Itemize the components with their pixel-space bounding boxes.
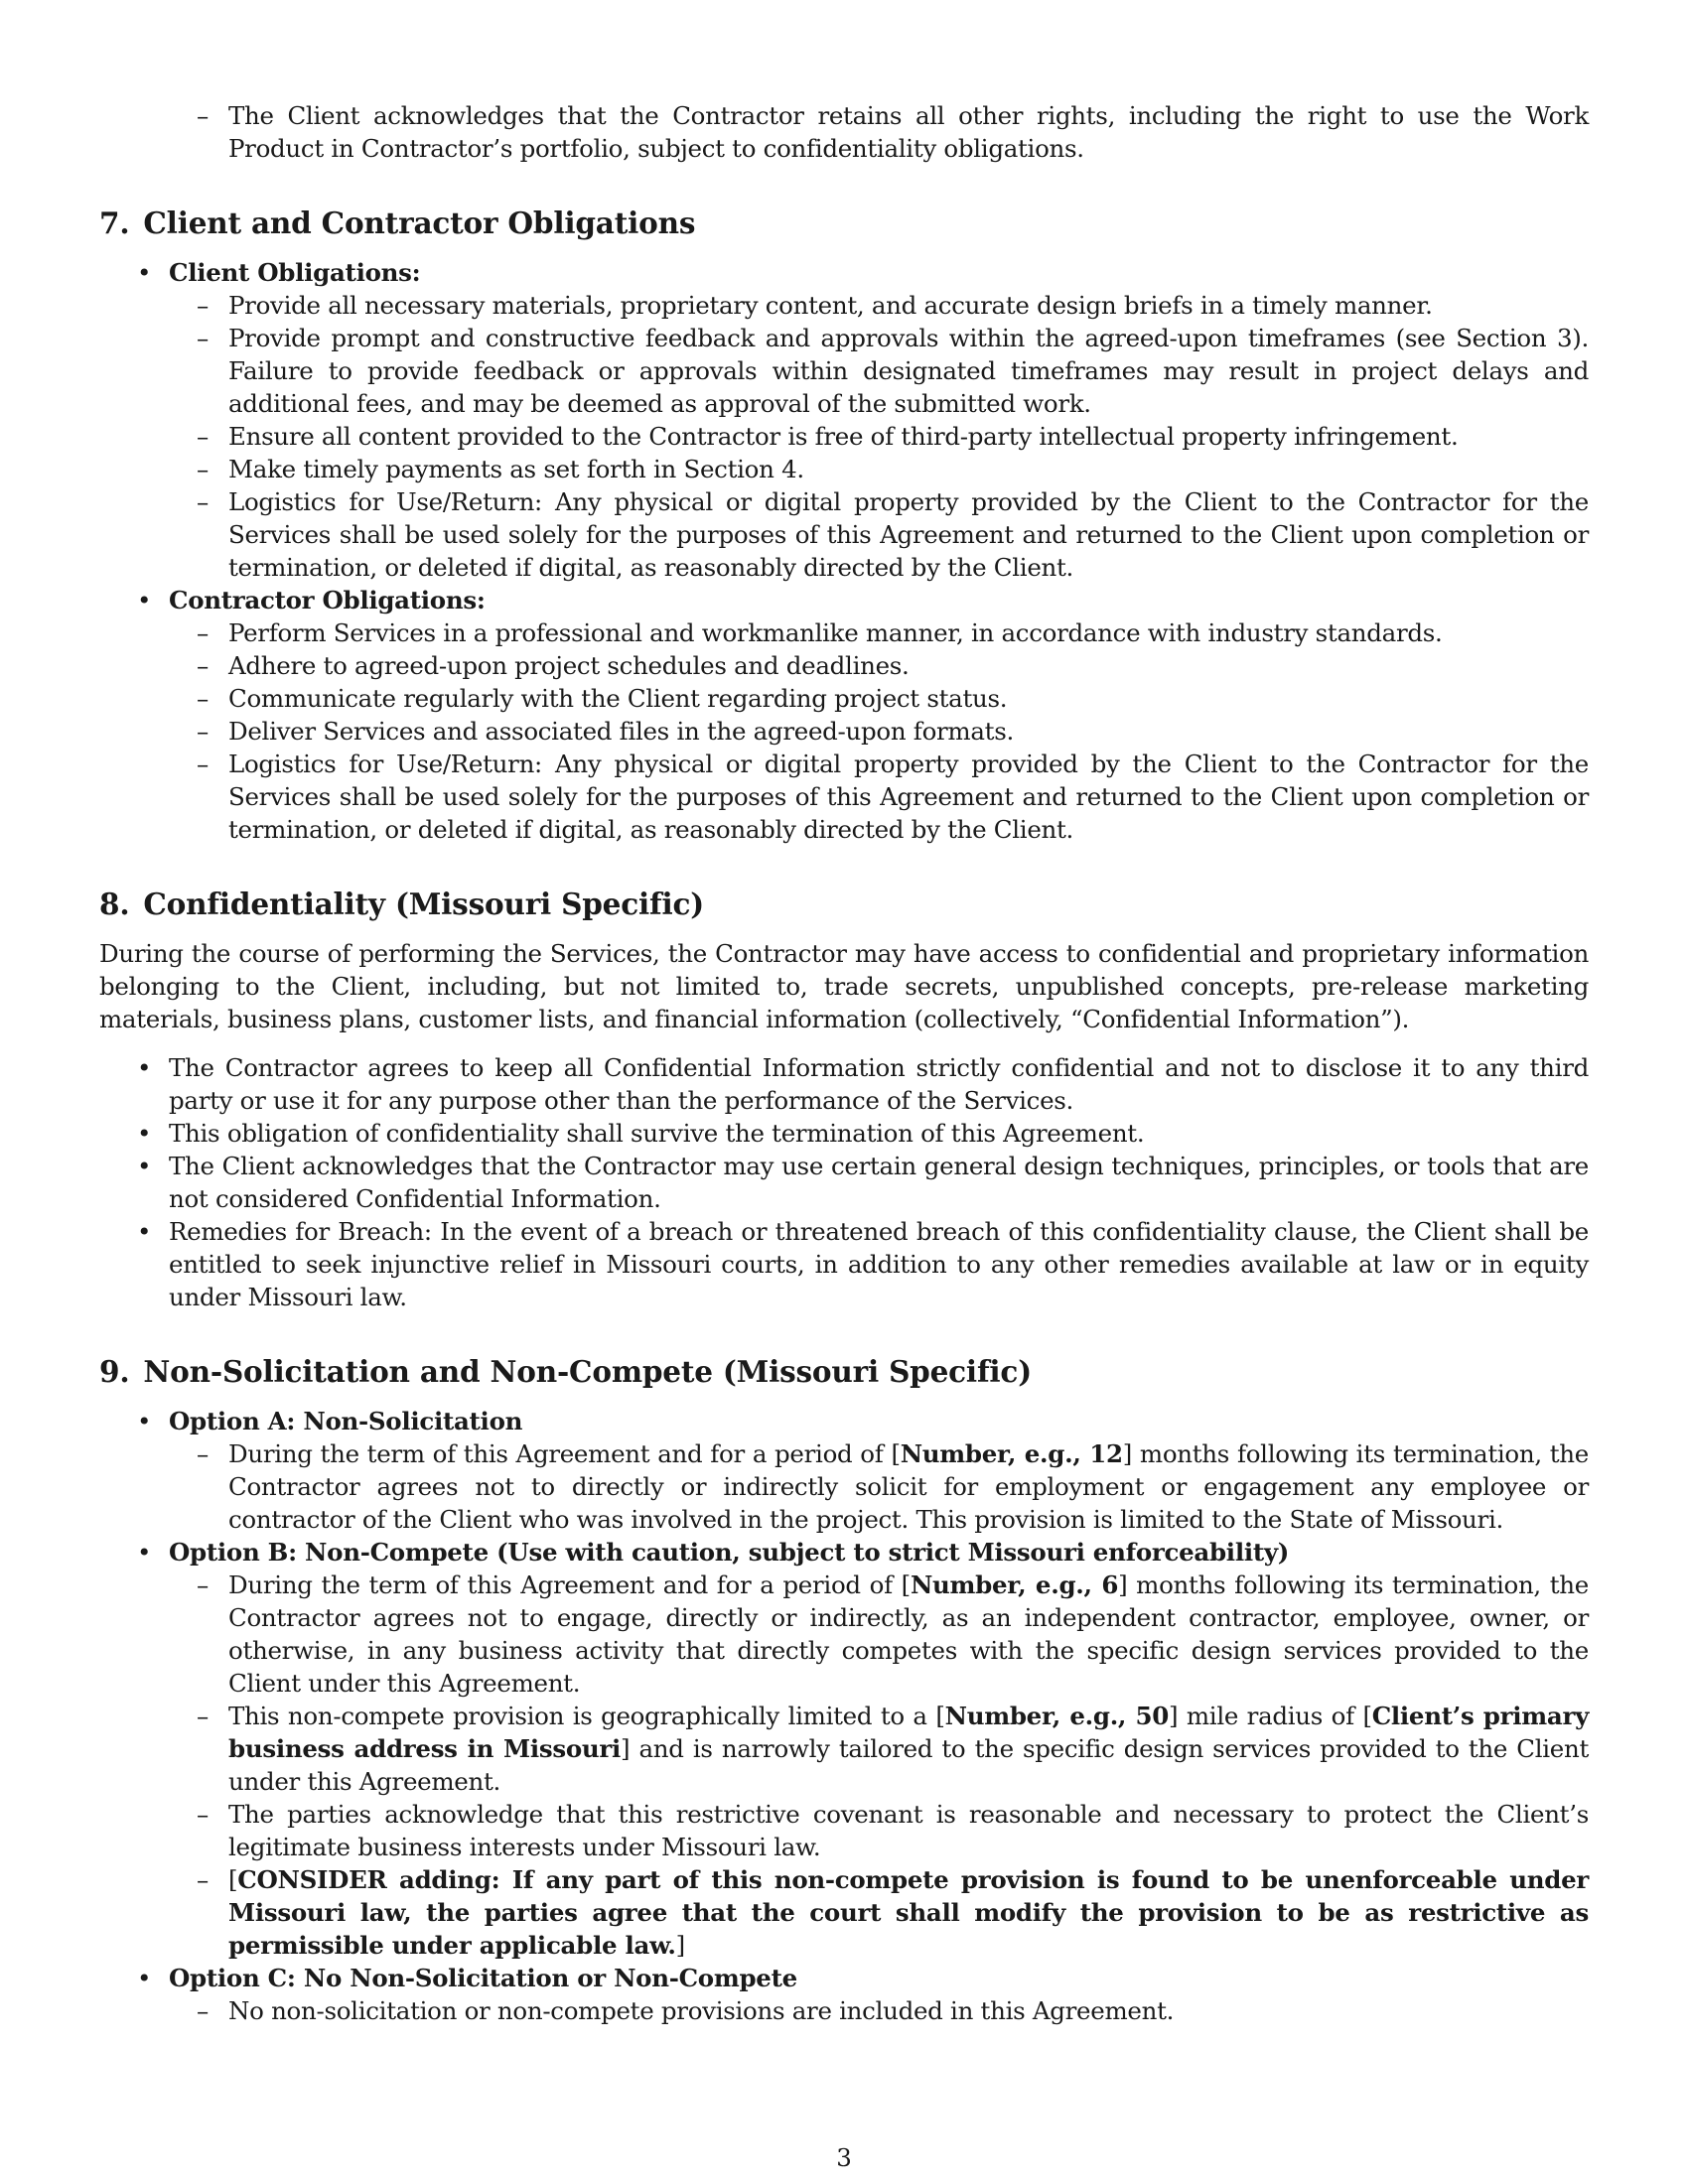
section-8-list [99, 1051, 1589, 1313]
list-item-text: Perform Services in a professional and workmanlike manner, in accordance with industry standards. [228, 618, 1443, 647]
dash-marker: – [197, 684, 209, 713]
list-item-text: Logistics for Use/Return: Any physical or digital property provided by the Client to the Contractor for the Services shall be used solely for the purposes of this Agreement and returned to the Client upon completion or termination, or deleted if digital, as reasonably directed by the Client. [228, 487, 1589, 582]
list-item [169, 616, 1589, 649]
placeholder-months: Number, e.g., 6 [910, 1570, 1119, 1599]
text-segment: ] and is narrowly tailored to the specific design services provided to the Client under this Agreement. [228, 1734, 1589, 1796]
list-item [99, 1051, 1589, 1117]
list-item-text: The Client acknowledges that the Contractor retains all other rights, including the right to use the Work Product in Contractor’s portfolio, subject to confidentiality obligations. [228, 101, 1589, 163]
section-8-heading [99, 886, 1589, 923]
list-item [169, 1798, 1589, 1863]
text-segment: ] months following its termination, the Contractor agrees not to directly or indirectly solicit for employment or engagement any employee or contractor of the Client who was involved in the project. This provision is limited to the State of Missouri. [228, 1439, 1589, 1534]
section-number: 7. [99, 205, 130, 240]
text-segment: ] [675, 1931, 685, 1960]
dash-marker: – [197, 422, 209, 451]
text-segment: This non-compete provision is geographically limited to a [ [228, 1702, 945, 1730]
section-number: 9. [99, 1354, 130, 1389]
section-number: 8. [99, 887, 130, 921]
page-number: 3 [836, 2143, 852, 2172]
placeholder-months: Number, e.g., 12 [900, 1439, 1123, 1468]
list-item [169, 289, 1589, 322]
text-segment: ] mile radius of [ [1169, 1702, 1372, 1730]
bullet-marker: • [137, 1538, 152, 1567]
list-item [99, 1536, 1589, 1962]
section-title: Confidentiality (Missouri Specific) [143, 887, 705, 921]
list-item-text: Ensure all content provided to the Contractor is free of third-party intellectual property infringement. [228, 422, 1459, 451]
list-item-text: Logistics for Use/Return: Any physical or digital property provided by the Client to the Contractor for the Services shall be used solely for the purposes of this Agreement and returned to the Client upon completion or termination, or deleted if digital, as reasonably directed by the Client. [228, 750, 1589, 844]
bullet-marker: • [137, 1152, 152, 1180]
list-item [169, 1863, 1589, 1962]
document-page [99, 99, 1589, 2027]
list-item-text: Provide prompt and constructive feedback and approvals within the agreed-upon timeframes (see Section 3). Failure to provide feedback or approvals within designated timeframes may result in project delays and additional fees, and may be deemed as approval of the submitted work. [228, 324, 1589, 418]
dash-marker: – [197, 1800, 209, 1829]
option-a-list [169, 1437, 1589, 1536]
list-item [169, 420, 1589, 453]
list-item [99, 256, 1589, 584]
list-item [169, 1700, 1589, 1798]
list-item [99, 1150, 1589, 1215]
section-title: Client and Contractor Obligations [143, 205, 696, 240]
list-item [169, 649, 1589, 682]
dash-marker: – [197, 487, 209, 516]
list-item [169, 1994, 1589, 2027]
list-item [169, 1569, 1589, 1700]
consider-note: CONSIDER adding: If any part of this non-compete provision is found to be unenforceable under Missouri law, the parties agree that the court shall modify the provision to be as restrictive as permissible under applicable law. [228, 1865, 1589, 1960]
text-segment: [ [228, 1865, 238, 1894]
list-item [169, 748, 1589, 846]
dash-marker: – [197, 1996, 209, 2025]
section-9-heading [99, 1353, 1589, 1391]
text-segment: ] months following its termination, the Contractor agrees not to engage, directly or indirectly, as an independent contractor, employee, owner, or otherwise, in any business activity that directly competes with the specific design services provided to the Client under this Agreement. [228, 1570, 1589, 1698]
client-obligations-list [169, 289, 1589, 584]
option-a-label: Option A: Non-Solicitation [169, 1407, 523, 1435]
client-obligations-label: Client Obligations: [169, 258, 421, 287]
dash-marker: – [197, 291, 209, 320]
bullet-marker: • [137, 1119, 152, 1148]
confidentiality-intro: During the course of performing the Services, the Contractor may have access to confidential and proprietary information belonging to the Client, including, but not limited to, trade secrets, unpublished concepts, pre-release marketing materials, business plans, customer lists, and financial information (collectively, “Confidential Information”). [99, 939, 1589, 1033]
list-item [99, 584, 1589, 846]
bullet-marker: • [137, 586, 152, 614]
list-item-text: The Client acknowledges that the Contractor may use certain general design techniques, principles, or tools that are not considered Confidential Information. [169, 1152, 1589, 1213]
dash-marker: – [197, 101, 209, 130]
dash-marker: – [197, 1439, 209, 1468]
list-item [99, 99, 1589, 165]
dash-marker: – [197, 1570, 209, 1599]
list-item [169, 485, 1589, 584]
placeholder-address: Client’s primary business address in Missouri [228, 1702, 1589, 1763]
section-title: Non-Solicitation and Non-Compete (Missouri Specific) [143, 1354, 1032, 1389]
list-item [169, 715, 1589, 748]
option-b-label: Option B: Non-Compete (Use with caution, subject to strict Missouri enforceability) [169, 1538, 1290, 1567]
list-item [169, 1437, 1589, 1536]
list-item [169, 453, 1589, 485]
option-b-list [169, 1569, 1589, 1962]
bullet-marker: • [137, 258, 152, 287]
contractor-obligations-list [169, 616, 1589, 846]
contractor-obligations-label: Contractor Obligations: [169, 586, 486, 614]
dash-marker: – [197, 455, 209, 483]
text-segment: During the term of this Agreement and for a period of [ [228, 1570, 911, 1599]
dash-marker: – [197, 717, 209, 746]
section-7-heading [99, 205, 1589, 242]
list-item [99, 1117, 1589, 1150]
text-segment: During the term of this Agreement and for a period of [ [228, 1439, 901, 1468]
list-item-text: No non-solicitation or non-compete provisions are included in this Agreement. [228, 1996, 1175, 2025]
dash-marker: – [197, 618, 209, 647]
list-item-text: The parties acknowledge that this restrictive covenant is reasonable and necessary to protect the Client’s legitimate business interests under Missouri law. [228, 1800, 1589, 1861]
option-c-label: Option C: No Non-Solicitation or Non-Compete [169, 1964, 797, 1992]
list-item [169, 682, 1589, 715]
list-item [99, 1215, 1589, 1313]
bullet-marker: • [137, 1217, 152, 1246]
dash-marker: – [197, 324, 209, 352]
list-item-text: This obligation of confidentiality shall survive the termination of this Agreement. [169, 1119, 1145, 1148]
list-item [99, 1962, 1589, 2027]
list-item-text: Make timely payments as set forth in Section 4. [228, 455, 804, 483]
dash-marker: – [197, 1865, 209, 1894]
list-item-text: The Contractor agrees to keep all Confidential Information strictly confidential and not to disclose it to any third party or use it for any purpose other than the performance of the Services. [169, 1053, 1589, 1115]
option-c-list [169, 1994, 1589, 2027]
list-item-text: Adhere to agreed-upon project schedules and deadlines. [228, 651, 910, 680]
section-7-list [99, 256, 1589, 846]
placeholder-radius: Number, e.g., 50 [944, 1702, 1169, 1730]
list-item-text: Deliver Services and associated files in the agreed-upon formats. [228, 717, 1014, 746]
list-item-text: Provide all necessary materials, proprietary content, and accurate design briefs in a timely manner. [228, 291, 1433, 320]
list-item [99, 1405, 1589, 1536]
list-item-text: Remedies for Breach: In the event of a breach or threatened breach of this confidentiality clause, the Client shall be entitled to seek injunctive relief in Missouri courts, in addition to any other remedies available at law or in equity under Missouri law. [169, 1217, 1589, 1311]
bullet-marker: • [137, 1407, 152, 1435]
bullet-marker: • [137, 1053, 152, 1082]
dash-marker: – [197, 651, 209, 680]
list-item [169, 322, 1589, 420]
section-9-list [99, 1405, 1589, 2027]
bullet-marker: • [137, 1964, 152, 1992]
list-item-text: Communicate regularly with the Client regarding project status. [228, 684, 1008, 713]
dash-marker: – [197, 1702, 209, 1730]
carryover-list [99, 99, 1589, 165]
dash-marker: – [197, 750, 209, 778]
